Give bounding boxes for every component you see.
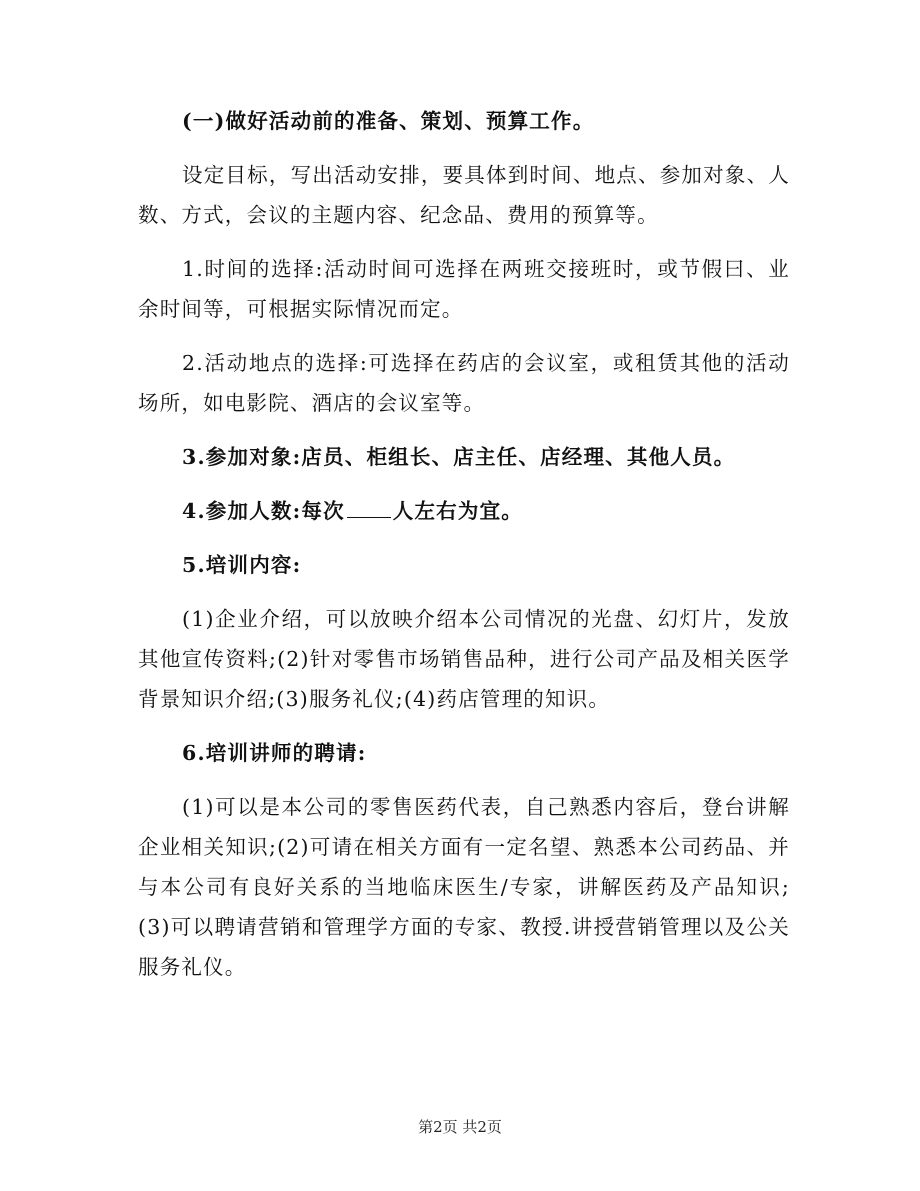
fill-in-blank (347, 497, 391, 518)
page-footer (0, 1117, 920, 1137)
paragraph-training-content: (1)企业介绍，可以放映介绍本公司情况的光盘、幻灯片，发放其他宣传资料;(2)针对零售市场销售品种，进行公司产品及相关医学背景知识介绍;(3)服务礼仪;(4)药店管理的知识。 (138, 607, 790, 711)
paragraph-participants: 3.参加对象:店员、柜组长、店主任、店经理、其他人员。 (182, 445, 736, 469)
paragraph-lecturer-details: (1)可以是本公司的零售医药代表，自己熟悉内容后，登台讲解企业相关知识;(2)可请在相关方面有一定名望、熟悉本公司药品、并与本公司有良好关系的当地临床医生/专家，讲解医药及产品知识;(3)可以聘请营销和管理学方面的专家、教授.讲授营销管理以及公关服务礼仪。 (138, 795, 790, 979)
paragraph-training-content-heading: 5.培训内容: (182, 553, 302, 577)
paragraph-location-selection: 2.活动地点的选择:可选择在药店的会议室，或租赁其他的活动场所，如电影院、酒店的会议室等。 (138, 351, 790, 415)
paragraph-lecturer-heading: 6.培训讲师的聘请: (182, 741, 367, 765)
paragraph-goal-setting: 设定目标，写出活动安排，要具体到时间、地点、参加对象、人数、方式，会议的主题内容、纪念品、费用的预算等。 (138, 163, 790, 227)
participant-count-prefix: 4.参加人数:每次 (182, 499, 345, 523)
section-heading: (一)做好活动前的准备、策划、预算工作。 (182, 109, 595, 133)
paragraph-participant-count (138, 491, 790, 531)
paragraph-time-selection: 1.时间的选择:活动时间可选择在两班交接班时，或节假曰、业余时间等，可根据实际情况而定。 (138, 257, 790, 321)
document-body (138, 101, 790, 1001)
participant-count-suffix: 人左右为宜。 (392, 499, 523, 523)
page-indicator: 第2页 共2页 (418, 1118, 502, 1136)
